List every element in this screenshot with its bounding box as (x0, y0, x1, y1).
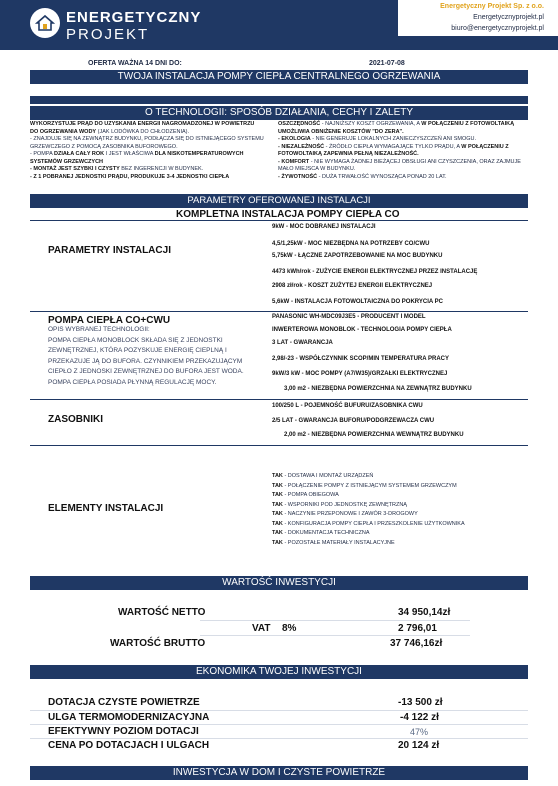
net-label: WARTOŚĆ NETTO (118, 607, 206, 618)
pump-row: 2,98/-23 - WSPÓŁCZYNNIK SCOP/MIN TEMPERATURA PRACY (272, 356, 450, 362)
vat-rate: 8% (282, 623, 297, 634)
pump-heading: POMPA CIEPŁA CO+CWU (48, 315, 171, 326)
divider-bar (30, 96, 528, 104)
net-value: 34 950,14zł (398, 607, 451, 618)
installation-heading: PARAMETRY INSTALACJI (48, 245, 171, 256)
rule (200, 620, 470, 621)
brand-line1: ENERGETYCZNY (66, 9, 202, 26)
param-row: 4473 kWh/rok - ZUŻYCIE ENERGII ELEKTRYCZNEJ PRZEZ INSTALACJĘ (272, 269, 478, 275)
pump-row: 9kW/3 kW - MOC POMPY (A7/W35)/GRZAŁKI ELEKTRYCZNEJ (272, 371, 448, 377)
logo (30, 8, 60, 38)
contact-box (398, 0, 558, 36)
params-subtitle: KOMPLETNA INSTALACJA POMPY CIEPŁA CO (176, 209, 400, 220)
tank-row: 2,00 m2 - NIEZBĘDNA POWIERZCHNIA WEWNĄTRZ BUDYNKU (284, 432, 464, 438)
tech-left-column: WYKORZYSTUJE PRĄD DO UZYSKANIA ENERGII NAGROMADZONEJ W POWIETRZU DO OGRZEWANIA WODY (JAK LODÓWKA DO CHŁODZENIA). - ZNAJDUJE SIĘ NA ZEWNĄTRZ BUDYNKU, PODŁĄCZA SIĘ DO ISTNIEJĄCEGO SYSTEMU GRZEWCZEGO Z POMOCĄ ZASOBNIKA BUFOROWEGO. - POMPA DZIAŁA CAŁY ROK I JEST WŁAŚCIWA DLA NISKOTEMPERATUROWYCH SYSTEMÓW GRZEWCZYCH - MONTAŻ JEST SZYBKI I CZYSTY BEZ INGERENCJI W BUDYNEK. - Z 1 POBRANEJ JEDNOSTKI PRĄDU, PRODUKUJE 3-4 JEDNOSTKI CIEPŁA (30, 121, 264, 180)
tank-row: 2/5 LAT - GWARANCJA BUFORU/PODGRZEWACZA CWU (272, 418, 435, 424)
house-icon (35, 13, 55, 33)
rule (30, 220, 528, 221)
economy-label: ULGA TERMOMODERNIZACYJNA (48, 712, 210, 723)
website-link[interactable]: Energetycznyprojekt.pl (473, 14, 544, 21)
gross-label: WARTOŚĆ BRUTTO (110, 638, 206, 649)
economy-value: -13 500 zł (398, 697, 443, 708)
params-title-bar: PARAMETRY OFEROWANEJ INSTALACJI (30, 194, 528, 208)
economy-label: DOTACJA CZYSTE POWIETRZE (48, 697, 200, 708)
gross-value: 37 746,16zł (390, 638, 443, 649)
vat-label: VAT (252, 623, 271, 634)
rule (30, 738, 528, 739)
param-row: 5,6kW - INSTALACJA FOTOWOLTAICZNA DO POKRYCIA PC (272, 299, 443, 305)
header (0, 0, 558, 50)
rule (30, 445, 528, 446)
elements-heading: ELEMENTY INSTALACJI (48, 503, 164, 514)
param-row: 9kW - MOC DOBRANEJ INSTALACJI (272, 224, 376, 230)
param-row: 5,75kW - ŁĄCZNE ZAPOTRZEBOWANIE NA MOC BUDYNKU (272, 253, 443, 259)
param-row: 2908 zł/rok - KOSZT ZUŻYTEJ ENERGII ELEKTRYCZNEJ (272, 283, 433, 289)
pump-row: 3 LAT - GWARANCJA (272, 340, 333, 346)
economy-label: CENA PO DOTACJACH I ULGACH (48, 740, 210, 751)
company-name: Energetyczny Projekt Sp. z o.o. (440, 3, 544, 10)
tank-row: 100/250 L - POJEMNOŚĆ BUFURU/ZASOBNIKA CWU (272, 403, 423, 409)
economy-label: EFEKTYWNY POZIOM DOTACJI (48, 726, 199, 737)
tech-title-bar: O TECHNOLOGII: SPOSÓB DZIAŁANIA, CECHY I ZALETY (30, 106, 528, 120)
economy-value: 47% (410, 727, 429, 737)
economy-title-bar: EKONOMIKA TWOJEJ INWESTYCJI (30, 665, 528, 679)
vat-value: 2 796,01 (398, 623, 437, 634)
tech-right-column: OSZCZĘDNOŚĆ - NAJNIŻSZY KOSZT OGRZEWANIA, A W POŁĄCZENIU Z FOTOWOLTAIKĄ UMOŻLIWIA OBNIŻENIE KOSZTÓW "DO ZERA". - EKOLOGIA - NIE GENERUJE LOKALNYCH ZANIECZYSZCZEŃ ANI SMOGU. - NIEZALEŻNOŚĆ - ŹRÓDŁO CIEPŁA WYMAGAJĄCE TYLKO PRĄDU, A W POŁĄCZENIU Z FOTOWOLTAIKĄ ZAPEWNIA PEŁNĄ NIEZALEŻNOŚĆ. - KOMFORT - NIE WYMAGA ŻADNEJ BIEŻĄCEJ OBSŁUGI ANI CZYSZCZENIA, ORAZ ZAJMUJE MAŁO MIEJSCA W BUDYNKU. - ŻYWOTNOŚĆ - DUŻA TRWAŁOŚĆ WYNOSZĄCA PONAD 20 LAT. (278, 121, 521, 180)
rule (30, 399, 528, 400)
param-row: 4,5/1,25kW - MOC NIEZBĘDNA NA POTRZEBY CO/CWU (272, 241, 430, 247)
footer-title-bar: INWESTYCJA W DOM I CZYSTE POWIETRZE (30, 766, 528, 780)
offer-date: 2021-07-08 (369, 60, 405, 67)
email-link[interactable]: biuro@energetycznyprojekt.pl (451, 25, 544, 32)
pump-row: INWERTEROWA MONOBLOK - TECHNOLOGIA POMPY CIEPŁA (272, 327, 452, 333)
economy-value: 20 124 zł (398, 740, 440, 751)
offer-label: OFERTA WAŻNA 14 DNI DO: (88, 60, 182, 67)
economy-value: -4 122 zł (400, 712, 439, 723)
rule (30, 311, 528, 312)
pump-description: OPIS WYBRANEJ TECHNOLOGII: POMPA CIEPŁA MONOBLOCK SKŁADA SIĘ Z JEDNOSTKI ZEWNĘTRZNEJ, KTÓRA POZYSKUJE ENERGIĘ CIEPLNĄ I PRZEKAZUJE JĄ DO BUFORA. CZYNNIKIEM PRZEKAZUJĄCYM CIEPŁO Z JEDNOSKI ZEWNĘTRZNEJ DO BUFORA JEST WODA. POMPA CIEPŁA POSIADA PŁYNNĄ REGULACJĘ MOCY. (48, 326, 244, 386)
pump-row: PANASONIC WH-MDC09J3E5 - PRODUCENT I MODEL (272, 314, 426, 320)
rule (30, 724, 528, 725)
pump-row: 3,00 m2 - NIEZBĘDNA POWIERZCHNIA NA ZEWNĄTRZ BUDYNKU (284, 386, 472, 392)
elements-list: TAK - DOSTAWA I MONTAŻ URZĄDZEŃ TAK - POŁĄCZENIE POMPY Z ISTNIEJĄCYM SYSTEMEM GRZEWCZYM TAK - POMPA OBIEGOWA TAK - WSPORNIKI POD JEDNOSTKĘ ZEWNĘTRZNĄ TAK - NACZYNIE PRZEPONOWE I ZAWÓR 3-DROGOWY TAK - KONFIGURACJA POMPY CIEPŁA I PRZESZKOLENIE UŻYTKOWNIKA TAK - DOKUMENTACJA TECHNICZNA TAK - POZOSTAŁE MATERIAŁY INSTALACYJNE (272, 473, 465, 546)
brand-line2: PROJEKT (66, 26, 150, 43)
rule (30, 710, 528, 711)
offer-title-bar: TWOJA INSTALACJA POMPY CIEPŁA CENTRALNEGO OGRZEWANIA (30, 70, 528, 84)
tanks-heading: ZASOBNIKI (48, 414, 103, 425)
rule (200, 635, 470, 636)
investment-title-bar: WARTOŚĆ INWESTYCJI (30, 576, 528, 590)
